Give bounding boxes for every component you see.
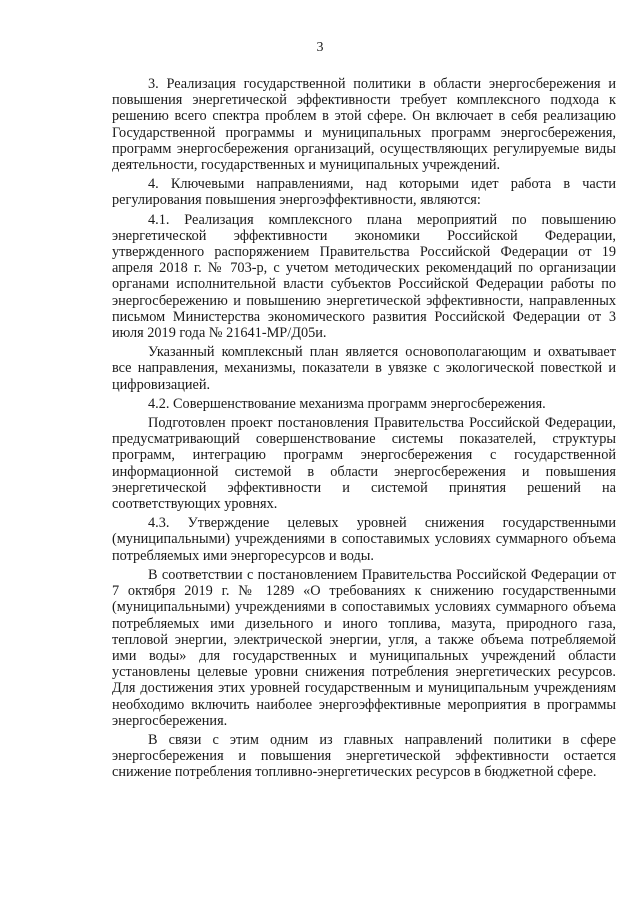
paragraph-4-2-note: Подготовлен проект постановления Правительства Российской Федерации, предусматривающий совершенствование системы показателей, структуры программ, интеграцию программ энергосбережения с государственной информационной системой в области энергосбережения и повышения энергетической эффективности и системой принятия решений на соответствующих уровнях. <box>112 415 616 513</box>
paragraph-4-1: 4.1. Реализация комплексного плана мероприятий по повышению энергетической эффективности экономики Российской Федерации, утвержденного распоряжением Правительства Российской Федерации от 19 апреля 2018 г. № 703-р, с учетом методических рекомендаций по организации органами исполнительной власти субъектов Российской Федерации работы по энергосбережению и повышению энергетической эффективности, направленных письмом Министерства экономического развития Российской Федерации от 3 июля 2019 года № 21641-МР/Д05и. <box>112 211 616 342</box>
paragraph-4-2: 4.2. Совершенствование механизма программ энергосбережения. <box>148 395 546 412</box>
paragraph-conclusion: В связи с этим одним из главных направлений политики в сфере энергосбережения и повышения энергетической эффективности остается снижение потребления топливно-энергетических ресурсов в бюджетной сфере. <box>112 731 616 781</box>
paragraph-4-3-note: В соответствии с постановлением Правительства Российской Федерации от 7 октября 2019 г. № 1289 «О требованиях к снижению государственными (муниципальными) учреждениями в сопоставимых условиях суммарного объема потребляемых ими дизельного и иного топлива, мазута, природного газа, тепловой энергии, электрической энергии, угля, а также объема потребляемой ими воды» для государственных и муниципальных учреждений области установлены целевые уровни снижения потребления энергетических ресурсов. Для достижения этих уровней государственным и муниципальным учреждениям необходимо включить наиболее энергоэффективные мероприятия в программы энергосбережения. <box>112 566 616 729</box>
paragraph-4-3: 4.3. Утверждение целевых уровней снижения государственными (муниципальными) учреждениями в сопоставимых условиях суммарного объема потребляемых ими энергоресурсов и воды. <box>112 515 616 564</box>
paragraph-3: 3. Реализация государственной политики в области энергосбережения и повышения энергетической эффективности требует комплексного подхода к решению всего спектра проблем в этой сфере. Он включает в себя реализацию Государственной программы и муниципальных программ энергосбережения, программ энергосбережения организаций, осуществляющих регулируемые виды деятельности, государственных и муниципальных учреждений. <box>112 76 616 174</box>
page-number: 3 <box>316 40 324 55</box>
paragraph-4: 4. Ключевыми направлениями, над которыми идет работа в части регулирования повышения энергоэффективности, являются: <box>112 176 616 209</box>
paragraph-4-1-note: Указанный комплексный план является основополагающим и охватывает все направления, механизмы, показатели в увязке с экологической повесткой и цифровизацией. <box>112 344 616 393</box>
